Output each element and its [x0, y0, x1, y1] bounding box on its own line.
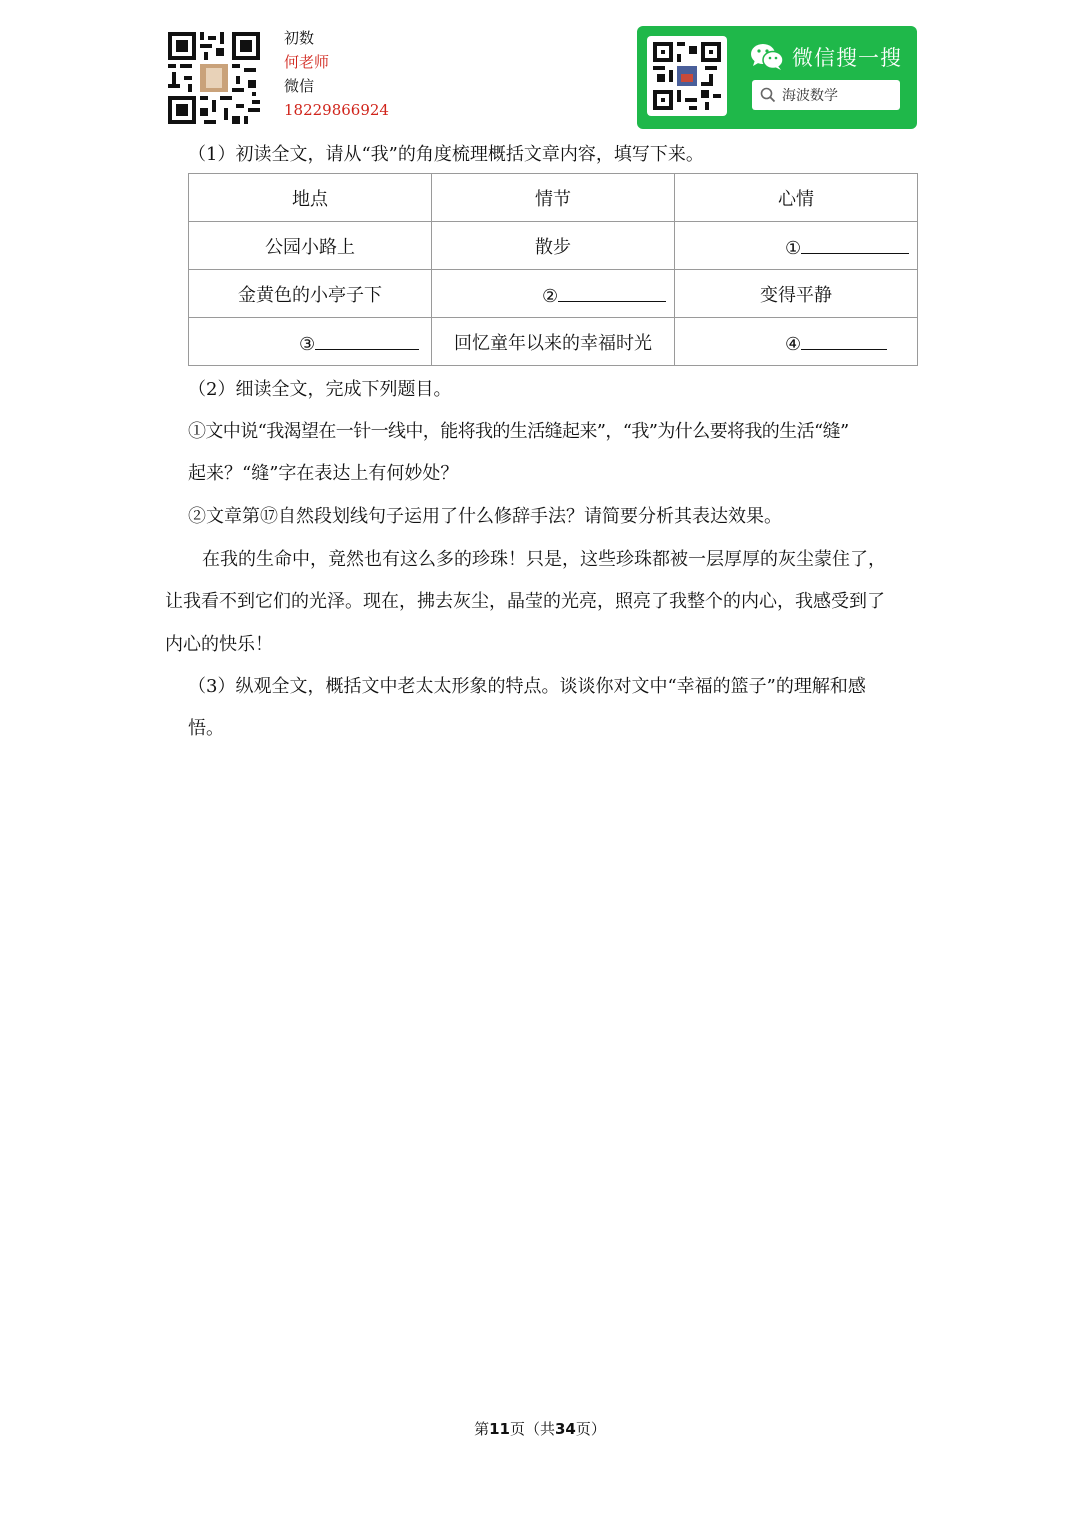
answer-blank-line[interactable]: [315, 329, 419, 350]
wechat-search-box[interactable]: [752, 80, 900, 110]
table-cell: 金黄色的小亭子下: [189, 270, 432, 318]
wechat-search-text: 海波数学: [782, 88, 838, 104]
footer-total-pages: 34: [555, 1420, 576, 1438]
quote-line2: 让我看不到它们的光泽。现在，拂去灰尘，晶莹的光亮，照亮了我整个的内心，我感受到了: [165, 591, 885, 612]
blank-number: ③: [299, 333, 316, 355]
table-header-row: [189, 174, 918, 222]
table-cell: 散步: [432, 222, 675, 270]
answer-blank-cell[interactable]: [675, 222, 918, 270]
contact-line-phone: 18229866924: [284, 101, 389, 119]
table-row: [189, 270, 918, 318]
table-row: [189, 318, 918, 366]
q2-item1-line1: ①文中说“我渴望在一针一线中，能将我的生活缝起来”，“我”为什么要将我的生活“缝”: [188, 421, 849, 442]
q3-line1: （3）纵观全文，概括文中老太太形象的特点。谈谈你对文中“幸福的篮子”的理解和感: [188, 676, 866, 697]
q3-line2: 悟。: [188, 718, 224, 739]
quote-line3: 内心的快乐！: [165, 634, 273, 655]
answer-blank-cell[interactable]: [432, 270, 675, 318]
answer-blank-line[interactable]: [558, 281, 666, 302]
table-header-location: 地点: [189, 174, 432, 222]
footer-mid: 页（共: [509, 1420, 555, 1438]
summary-table: [188, 173, 918, 366]
contact-info: [284, 26, 389, 122]
wechat-qr-code-icon: [647, 36, 727, 116]
blank-number: ④: [785, 333, 802, 355]
answer-blank-cell[interactable]: [189, 318, 432, 366]
blank-number: ①: [785, 237, 802, 259]
q2-item2: ②文章第⑰自然段划线句子运用了什么修辞手法？请简要分析其表达效果。: [188, 506, 782, 527]
table-cell: 公园小路上: [189, 222, 432, 270]
footer-prefix: 第: [474, 1420, 490, 1438]
table-cell: 回忆童年以来的幸福时光: [432, 318, 675, 366]
table-cell: 变得平静: [675, 270, 918, 318]
blank-number: ②: [542, 285, 559, 307]
answer-blank-line[interactable]: [801, 329, 887, 350]
answer-blank-line[interactable]: [801, 233, 909, 254]
qr-code-icon: [168, 32, 260, 124]
quote-line1: 在我的生命中，竟然也有这么多的珍珠！只是，这些珍珠都被一层厚厚的灰尘蒙住了，: [202, 549, 886, 570]
q2-prompt: （2）细读全文，完成下列题目。: [188, 379, 452, 400]
wechat-icon: [750, 43, 784, 71]
footer-suffix: 页）: [575, 1420, 606, 1438]
answer-blank-cell[interactable]: [675, 318, 918, 366]
search-icon: [760, 87, 776, 103]
contact-line-teacher: 何老师: [284, 53, 330, 71]
q2-item1-line2: 起来？“缝”字在表达上有何妙处？: [188, 463, 459, 484]
q1-prompt: （1）初读全文，请从“我”的角度梳理概括文章内容，填写下来。: [188, 144, 704, 165]
table-row: [189, 222, 918, 270]
footer-current-page: 11: [489, 1420, 510, 1438]
wechat-search-card[interactable]: [637, 26, 917, 129]
contact-line-subject: 初数: [284, 29, 315, 47]
contact-line-wechat-label: 微信: [284, 77, 315, 95]
wechat-search-title: 微信搜一搜: [792, 46, 902, 70]
table-header-plot: 情节: [432, 174, 675, 222]
page-number: [0, 1418, 1080, 1439]
table-header-mood: 心情: [675, 174, 918, 222]
